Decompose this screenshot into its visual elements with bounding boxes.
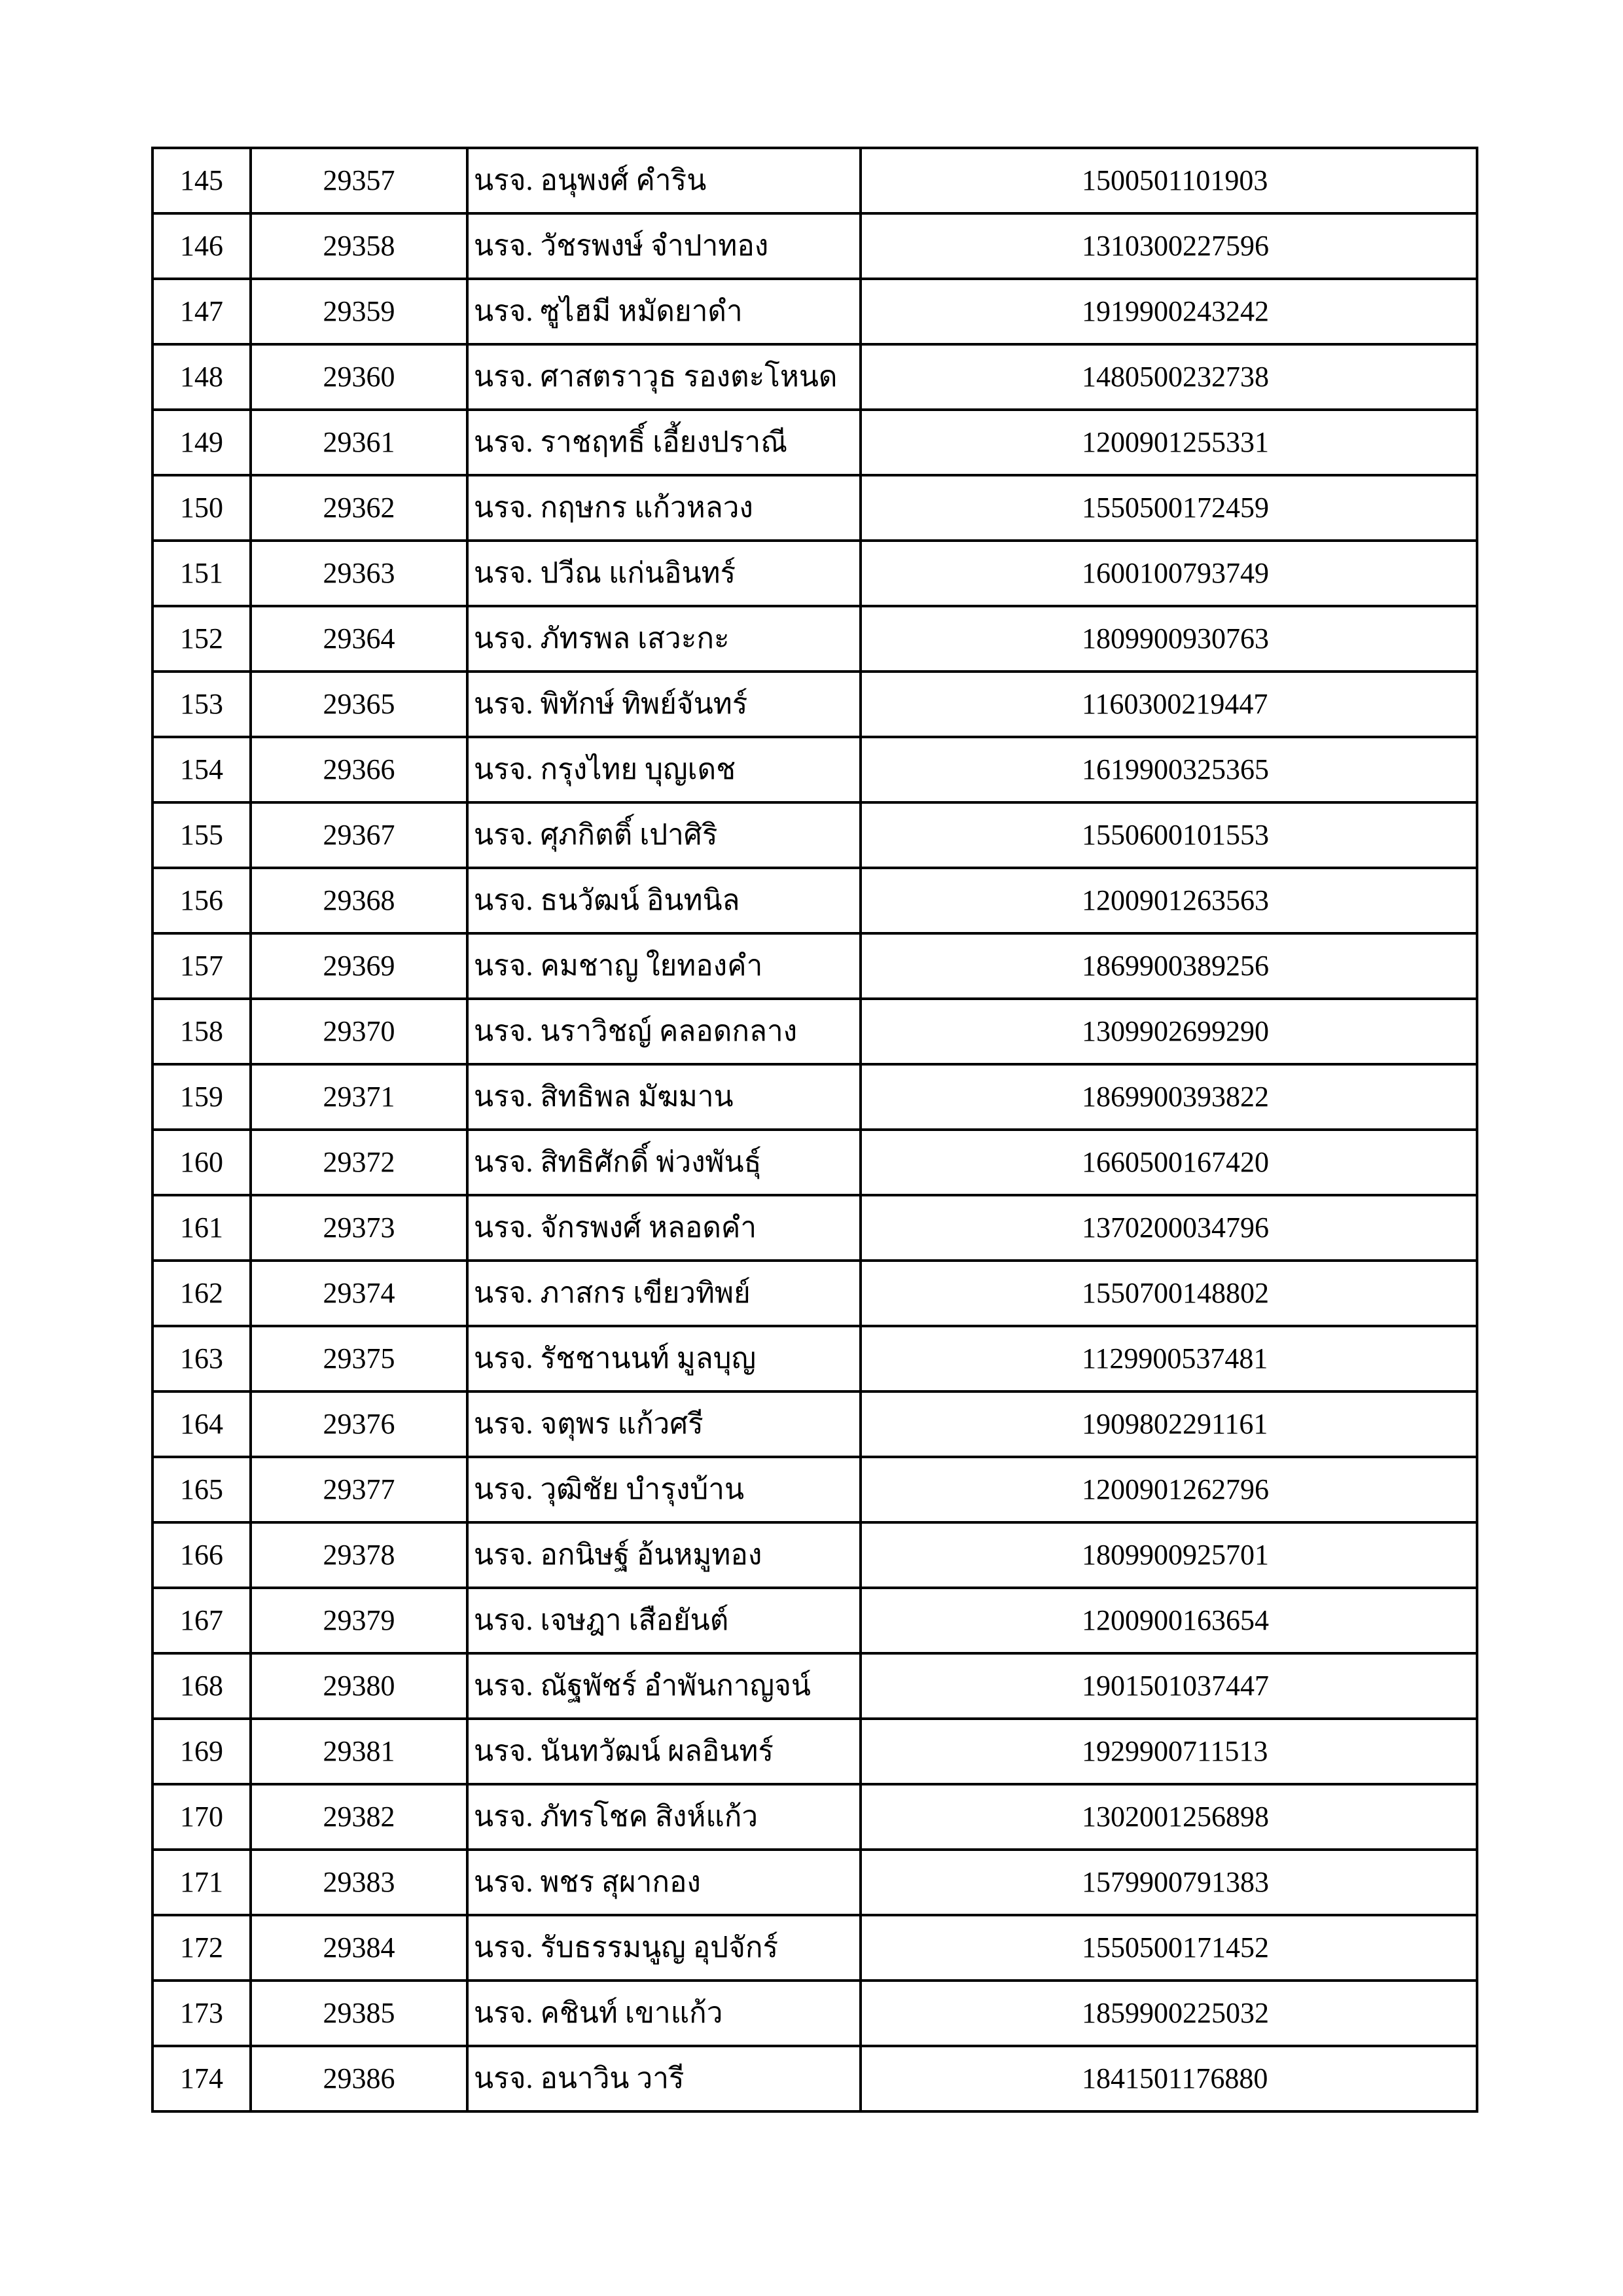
student-id-cell: 29375 bbox=[251, 1326, 467, 1391]
table-row bbox=[152, 1064, 1477, 1130]
table-row bbox=[152, 1326, 1477, 1391]
table-row bbox=[152, 1981, 1477, 2046]
roster-table bbox=[151, 147, 1478, 2113]
student-id-cell: 29376 bbox=[251, 1391, 467, 1457]
citizen-id-cell: 1929900711513 bbox=[861, 1719, 1477, 1784]
student-id-cell: 29373 bbox=[251, 1195, 467, 1261]
student-id-cell: 29366 bbox=[251, 737, 467, 802]
full-name-cell: นรจ. สิทธิพล มัฆมาน bbox=[467, 1064, 861, 1130]
full-name-cell: นรจ. พชร สุผากอง bbox=[467, 1850, 861, 1915]
full-name-cell: นรจ. ภัทรพล เสวะกะ bbox=[467, 606, 861, 672]
full-name-cell: นรจ. จักรพงศ์ หลอดคำ bbox=[467, 1195, 861, 1261]
row-number-cell: 160 bbox=[152, 1130, 251, 1195]
citizen-id-cell: 1550500172459 bbox=[861, 475, 1477, 541]
citizen-id-cell: 1310300227596 bbox=[861, 213, 1477, 279]
full-name-cell: นรจ. อนาวิน วารี bbox=[467, 2046, 861, 2111]
citizen-id-cell: 1909802291161 bbox=[861, 1391, 1477, 1457]
row-number-cell: 148 bbox=[152, 344, 251, 410]
row-number-cell: 153 bbox=[152, 672, 251, 737]
citizen-id-cell: 1500501101903 bbox=[861, 148, 1477, 213]
row-number-cell: 154 bbox=[152, 737, 251, 802]
full-name-cell: นรจ. ณัฐพัชร์ อำพันกาญจน์ bbox=[467, 1653, 861, 1719]
citizen-id-cell: 1809900930763 bbox=[861, 606, 1477, 672]
citizen-id-cell: 1660500167420 bbox=[861, 1130, 1477, 1195]
citizen-id-cell: 1480500232738 bbox=[861, 344, 1477, 410]
table-row bbox=[152, 606, 1477, 672]
citizen-id-cell: 1841501176880 bbox=[861, 2046, 1477, 2111]
full-name-cell: นรจ. กฤษกร แก้วหลวง bbox=[467, 475, 861, 541]
citizen-id-cell: 1200901255331 bbox=[861, 410, 1477, 475]
full-name-cell: นรจ. สิทธิศักดิ์ พ่วงพันธุ์ bbox=[467, 1130, 861, 1195]
full-name-cell: นรจ. รับธรรมนูญ อุปจักร์ bbox=[467, 1915, 861, 1981]
student-id-cell: 29369 bbox=[251, 933, 467, 999]
row-number-cell: 162 bbox=[152, 1261, 251, 1326]
citizen-id-cell: 1859900225032 bbox=[861, 1981, 1477, 2046]
table-row bbox=[152, 279, 1477, 344]
student-id-cell: 29368 bbox=[251, 868, 467, 933]
row-number-cell: 152 bbox=[152, 606, 251, 672]
student-id-cell: 29384 bbox=[251, 1915, 467, 1981]
student-id-cell: 29371 bbox=[251, 1064, 467, 1130]
row-number-cell: 150 bbox=[152, 475, 251, 541]
citizen-id-cell: 1869900393822 bbox=[861, 1064, 1477, 1130]
full-name-cell: นรจ. คมชาญ ใยทองคำ bbox=[467, 933, 861, 999]
full-name-cell: นรจ. ราชฤทธิ์ เอี้ยงปราณี bbox=[467, 410, 861, 475]
table-row bbox=[152, 213, 1477, 279]
table-row bbox=[152, 1719, 1477, 1784]
table-row bbox=[152, 1588, 1477, 1653]
full-name-cell: นรจ. อกนิษฐ์ อ้นหมูทอง bbox=[467, 1522, 861, 1588]
table-row bbox=[152, 541, 1477, 606]
full-name-cell: นรจ. วัชรพงษ์ จำปาทอง bbox=[467, 213, 861, 279]
table-row bbox=[152, 672, 1477, 737]
row-number-cell: 166 bbox=[152, 1522, 251, 1588]
row-number-cell: 146 bbox=[152, 213, 251, 279]
citizen-id-cell: 1302001256898 bbox=[861, 1784, 1477, 1850]
row-number-cell: 147 bbox=[152, 279, 251, 344]
student-id-cell: 29359 bbox=[251, 279, 467, 344]
student-id-cell: 29380 bbox=[251, 1653, 467, 1719]
student-id-cell: 29372 bbox=[251, 1130, 467, 1195]
full-name-cell: นรจ. ศุภกิตติ์ เปาศิริ bbox=[467, 802, 861, 868]
full-name-cell: นรจ. ซูไฮมี หมัดยาดำ bbox=[467, 279, 861, 344]
table-row bbox=[152, 1915, 1477, 1981]
table-row bbox=[152, 1522, 1477, 1588]
citizen-id-cell: 1550600101553 bbox=[861, 802, 1477, 868]
table-row bbox=[152, 344, 1477, 410]
full-name-cell: นรจ. คชินท์ เขาแก้ว bbox=[467, 1981, 861, 2046]
table-row bbox=[152, 2046, 1477, 2111]
citizen-id-cell: 1200901262796 bbox=[861, 1457, 1477, 1522]
table-row bbox=[152, 1261, 1477, 1326]
student-id-cell: 29374 bbox=[251, 1261, 467, 1326]
full-name-cell: นรจ. ภาสกร เขียวทิพย์ bbox=[467, 1261, 861, 1326]
row-number-cell: 172 bbox=[152, 1915, 251, 1981]
row-number-cell: 145 bbox=[152, 148, 251, 213]
row-number-cell: 158 bbox=[152, 999, 251, 1064]
row-number-cell: 155 bbox=[152, 802, 251, 868]
row-number-cell: 149 bbox=[152, 410, 251, 475]
full-name-cell: นรจ. รัชชานนท์ มูลบุญ bbox=[467, 1326, 861, 1391]
student-id-cell: 29381 bbox=[251, 1719, 467, 1784]
table-row bbox=[152, 1653, 1477, 1719]
table-row bbox=[152, 1391, 1477, 1457]
student-id-cell: 29383 bbox=[251, 1850, 467, 1915]
row-number-cell: 174 bbox=[152, 2046, 251, 2111]
student-id-cell: 29379 bbox=[251, 1588, 467, 1653]
citizen-id-cell: 1869900389256 bbox=[861, 933, 1477, 999]
table-row bbox=[152, 868, 1477, 933]
row-number-cell: 161 bbox=[152, 1195, 251, 1261]
student-id-cell: 29382 bbox=[251, 1784, 467, 1850]
table-row bbox=[152, 802, 1477, 868]
table-row bbox=[152, 1130, 1477, 1195]
row-number-cell: 157 bbox=[152, 933, 251, 999]
table-row bbox=[152, 1784, 1477, 1850]
student-id-cell: 29378 bbox=[251, 1522, 467, 1588]
row-number-cell: 151 bbox=[152, 541, 251, 606]
full-name-cell: นรจ. ธนวัฒน์ อินทนิล bbox=[467, 868, 861, 933]
table-row bbox=[152, 933, 1477, 999]
citizen-id-cell: 1809900925701 bbox=[861, 1522, 1477, 1588]
full-name-cell: นรจ. อนุพงศ์ คำริน bbox=[467, 148, 861, 213]
student-id-cell: 29361 bbox=[251, 410, 467, 475]
full-name-cell: นรจ. วุฒิชัย บำรุงบ้าน bbox=[467, 1457, 861, 1522]
row-number-cell: 169 bbox=[152, 1719, 251, 1784]
citizen-id-cell: 1200901263563 bbox=[861, 868, 1477, 933]
citizen-id-cell: 1550700148802 bbox=[861, 1261, 1477, 1326]
row-number-cell: 167 bbox=[152, 1588, 251, 1653]
row-number-cell: 165 bbox=[152, 1457, 251, 1522]
table-row bbox=[152, 410, 1477, 475]
row-number-cell: 173 bbox=[152, 1981, 251, 2046]
student-id-cell: 29365 bbox=[251, 672, 467, 737]
student-id-cell: 29367 bbox=[251, 802, 467, 868]
row-number-cell: 164 bbox=[152, 1391, 251, 1457]
student-id-cell: 29377 bbox=[251, 1457, 467, 1522]
row-number-cell: 168 bbox=[152, 1653, 251, 1719]
roster-table-body bbox=[152, 148, 1477, 2111]
citizen-id-cell: 1200900163654 bbox=[861, 1588, 1477, 1653]
student-id-cell: 29358 bbox=[251, 213, 467, 279]
full-name-cell: นรจ. นราวิชญ์ คลอดกลาง bbox=[467, 999, 861, 1064]
table-row bbox=[152, 1850, 1477, 1915]
student-id-cell: 29370 bbox=[251, 999, 467, 1064]
citizen-id-cell: 1600100793749 bbox=[861, 541, 1477, 606]
citizen-id-cell: 1919900243242 bbox=[861, 279, 1477, 344]
citizen-id-cell: 1309902699290 bbox=[861, 999, 1477, 1064]
student-id-cell: 29386 bbox=[251, 2046, 467, 2111]
student-id-cell: 29357 bbox=[251, 148, 467, 213]
citizen-id-cell: 1370200034796 bbox=[861, 1195, 1477, 1261]
table-row bbox=[152, 737, 1477, 802]
student-id-cell: 29363 bbox=[251, 541, 467, 606]
citizen-id-cell: 1579900791383 bbox=[861, 1850, 1477, 1915]
table-row bbox=[152, 475, 1477, 541]
table-row bbox=[152, 999, 1477, 1064]
student-id-cell: 29364 bbox=[251, 606, 467, 672]
full-name-cell: นรจ. เจษฎา เสือยันต์ bbox=[467, 1588, 861, 1653]
citizen-id-cell: 1550500171452 bbox=[861, 1915, 1477, 1981]
student-id-cell: 29362 bbox=[251, 475, 467, 541]
row-number-cell: 156 bbox=[152, 868, 251, 933]
full-name-cell: นรจ. จตุพร แก้วศรี bbox=[467, 1391, 861, 1457]
table-row bbox=[152, 1457, 1477, 1522]
table-row bbox=[152, 1195, 1477, 1261]
student-id-cell: 29360 bbox=[251, 344, 467, 410]
student-id-cell: 29385 bbox=[251, 1981, 467, 2046]
full-name-cell: นรจ. ภัทรโชค สิงห์แก้ว bbox=[467, 1784, 861, 1850]
full-name-cell: นรจ. ศาสตราวุธ รองตะโหนด bbox=[467, 344, 861, 410]
citizen-id-cell: 1129900537481 bbox=[861, 1326, 1477, 1391]
full-name-cell: นรจ. นันทวัฒน์ ผลอินทร์ bbox=[467, 1719, 861, 1784]
table-row bbox=[152, 148, 1477, 213]
row-number-cell: 170 bbox=[152, 1784, 251, 1850]
row-number-cell: 171 bbox=[152, 1850, 251, 1915]
citizen-id-cell: 1160300219447 bbox=[861, 672, 1477, 737]
citizen-id-cell: 1619900325365 bbox=[861, 737, 1477, 802]
citizen-id-cell: 1901501037447 bbox=[861, 1653, 1477, 1719]
row-number-cell: 159 bbox=[152, 1064, 251, 1130]
full-name-cell: นรจ. พิทักษ์ ทิพย์จันทร์ bbox=[467, 672, 861, 737]
row-number-cell: 163 bbox=[152, 1326, 251, 1391]
full-name-cell: นรจ. ปวีณ แก่นอินทร์ bbox=[467, 541, 861, 606]
full-name-cell: นรจ. กรุงไทย บุญเดช bbox=[467, 737, 861, 802]
